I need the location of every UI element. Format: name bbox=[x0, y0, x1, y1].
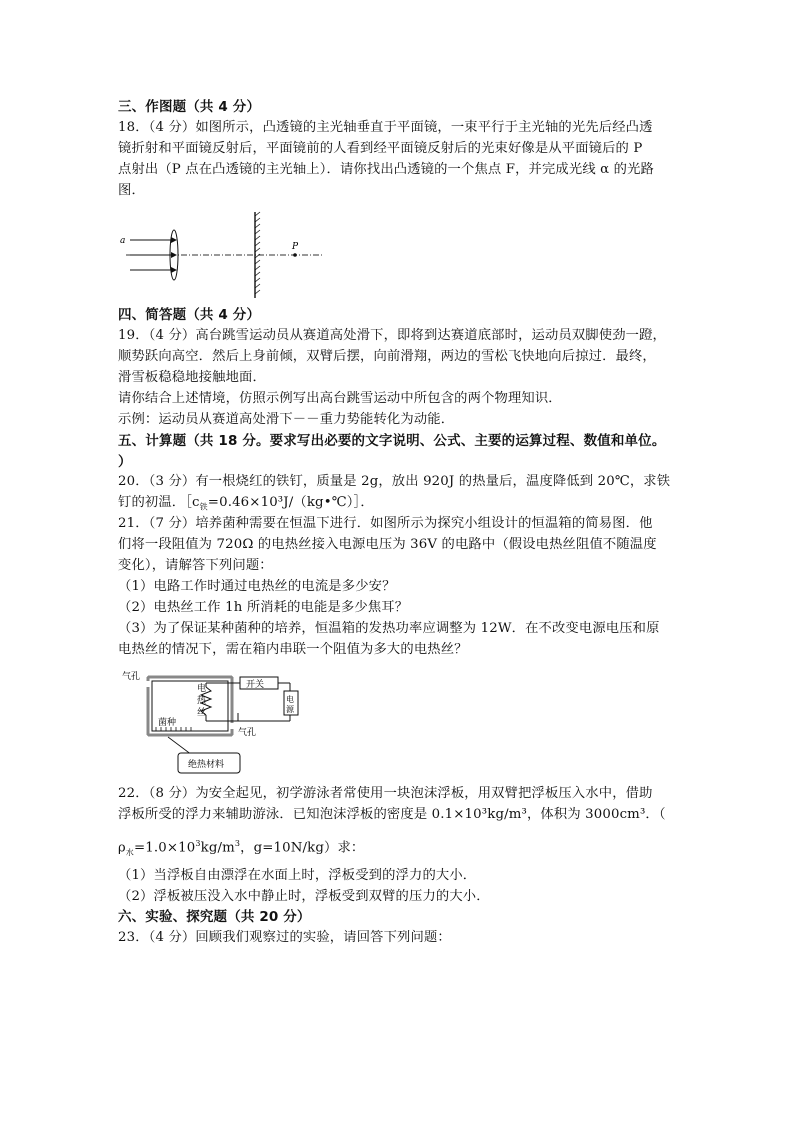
q21-line-2: 们将一段阻值为 720Ω 的电热丝接入电源电压为 36V 的电路中（假设电热丝阻值不随温度 bbox=[118, 537, 657, 552]
heater-label-2: 热 bbox=[197, 696, 207, 706]
q22-line-2: 浮板所受的浮力来辅助游泳．已知泡沫浮板的密度是 0.1×10³kg/m³，体积为 3000cm³．（ bbox=[118, 807, 666, 822]
q21-line-1: 21．（7 分）培养菌种需要在恒温下进行．如图所示为探究小组设计的恒温箱的简易图．他 bbox=[118, 516, 653, 531]
label-p: P bbox=[292, 242, 299, 252]
q19-line-1: 19．（4 分）高台跳雪运动员从赛道高处滑下，即将到达赛道底部时，运动员双脚使劲一蹬， bbox=[118, 328, 666, 343]
section-3-heading: 三、作图题（共 4 分） bbox=[118, 99, 261, 115]
q18-line-3: 点射出（P 点在凸透镜的主光轴上）．请你找出凸透镜的一个焦点 F，并完成光线 α 的光路 bbox=[118, 162, 654, 177]
q19-line-3: 滑雪板稳稳地接触地面． bbox=[118, 370, 266, 385]
q19-line-5: 示例：运动员从赛道高处滑下－－重力势能转化为动能． bbox=[118, 412, 455, 427]
heater-label-3: 丝 bbox=[197, 708, 207, 718]
q22-part-1: （1）当浮板自由漂浮在水面上时，浮板受到的浮力的大小． bbox=[118, 868, 477, 883]
heater-label-1: 电 bbox=[197, 684, 207, 694]
section-5-heading: 五、计算题（共 18 分。要求写出必要的文字说明、公式、主要的运算过程、数值和单位。 bbox=[118, 433, 666, 449]
q21-line-4: （1）电路工作时通过电热丝的电流是多少安？ bbox=[118, 579, 396, 594]
label-a: a bbox=[120, 236, 126, 246]
rho-exp: 3 bbox=[195, 839, 201, 848]
lens-mirror-figure bbox=[118, 210, 328, 300]
incubator-figure bbox=[118, 665, 318, 780]
rho-value: =1.0×10 bbox=[133, 840, 196, 856]
q23-line-1: 23．（4 分）回顾我们观察过的实验，请回答下列问题： bbox=[118, 930, 451, 945]
section-6-heading: 六、实验、探究题（共 20 分） bbox=[118, 909, 311, 925]
power-label-2: 源 bbox=[286, 705, 294, 714]
section-4-heading: 四、简答题（共 4 分） bbox=[118, 307, 261, 323]
switch-label: 开关 bbox=[246, 680, 265, 690]
q19-line-2: 顺势跃向高空．然后上身前倾，双臂后摆，向前滑翔，两边的雪松飞快地向后掠过．最终， bbox=[118, 349, 656, 364]
rho-tail: ，g=10N/kg）求： bbox=[240, 840, 365, 856]
insulation-label: 绝热材料 bbox=[188, 760, 225, 770]
q19-line-4: 请你结合上述情境，仿照示例写出高台跳雪运动中所包含的两个物理知识． bbox=[118, 391, 562, 406]
q18-line-1: 18．（4 分）如图所示，凸透镜的主光轴垂直于平面镜，一束平行于主光轴的光先后经凸透 bbox=[118, 120, 653, 135]
q21-line-7: 电热丝的情况下，需在箱内串联一个阻值为多大的电热丝？ bbox=[118, 642, 468, 657]
q20-line-1: 20．（3 分）有一根烧红的铁钉，质量是 2g，放出 920J 的热量后，温度降低到 20℃，求铁 bbox=[118, 474, 671, 489]
rho-symbol: ρ bbox=[118, 840, 126, 856]
vent-right-label: 气孔 bbox=[238, 728, 257, 738]
q21-line-6: （3）为了保证某种菌种的培养，恒温箱的发热功率应调整为 12W．在不改变电源电压和原 bbox=[118, 621, 660, 636]
rho-sub-water: 水 bbox=[125, 848, 134, 858]
q20-sub-iron: 铁 bbox=[199, 502, 208, 512]
vent-left-label: 气孔 bbox=[122, 672, 141, 682]
rho-unit: kg/m bbox=[200, 840, 235, 856]
point-p bbox=[293, 253, 297, 257]
q20-text-a: 钉的初温．［c bbox=[118, 495, 200, 510]
q20-text-b: =0.46×10³J/（kg•℃）］． bbox=[207, 495, 374, 510]
q18-line-2: 镜折射和平面镜反射后，平面镜前的人看到经平面镜反射后的光束好像是从平面镜后的 P bbox=[118, 141, 643, 156]
power-label-1: 电 bbox=[286, 695, 294, 704]
rho-unit-exp: 3 bbox=[234, 839, 241, 848]
q18-line-4: 图． bbox=[118, 183, 145, 198]
culture-label: 菌种 bbox=[158, 718, 177, 728]
q21-line-3: 变化），请解答下列问题： bbox=[118, 558, 273, 573]
q21-line-5: （2）电热丝工作 1h 所消耗的电能是多少焦耳？ bbox=[118, 600, 409, 615]
q22-line-1: 22．（8 分）为安全起见，初学游泳者常使用一块泡沫浮板，用双臂把浮板压入水中，借助 bbox=[118, 786, 653, 801]
q22-part-2: （2）浮板被压没入水中静止时，浮板受到双臂的压力的大小． bbox=[118, 889, 490, 904]
section-5-heading-end: ） bbox=[118, 454, 132, 470]
q22-density-line bbox=[118, 834, 678, 863]
